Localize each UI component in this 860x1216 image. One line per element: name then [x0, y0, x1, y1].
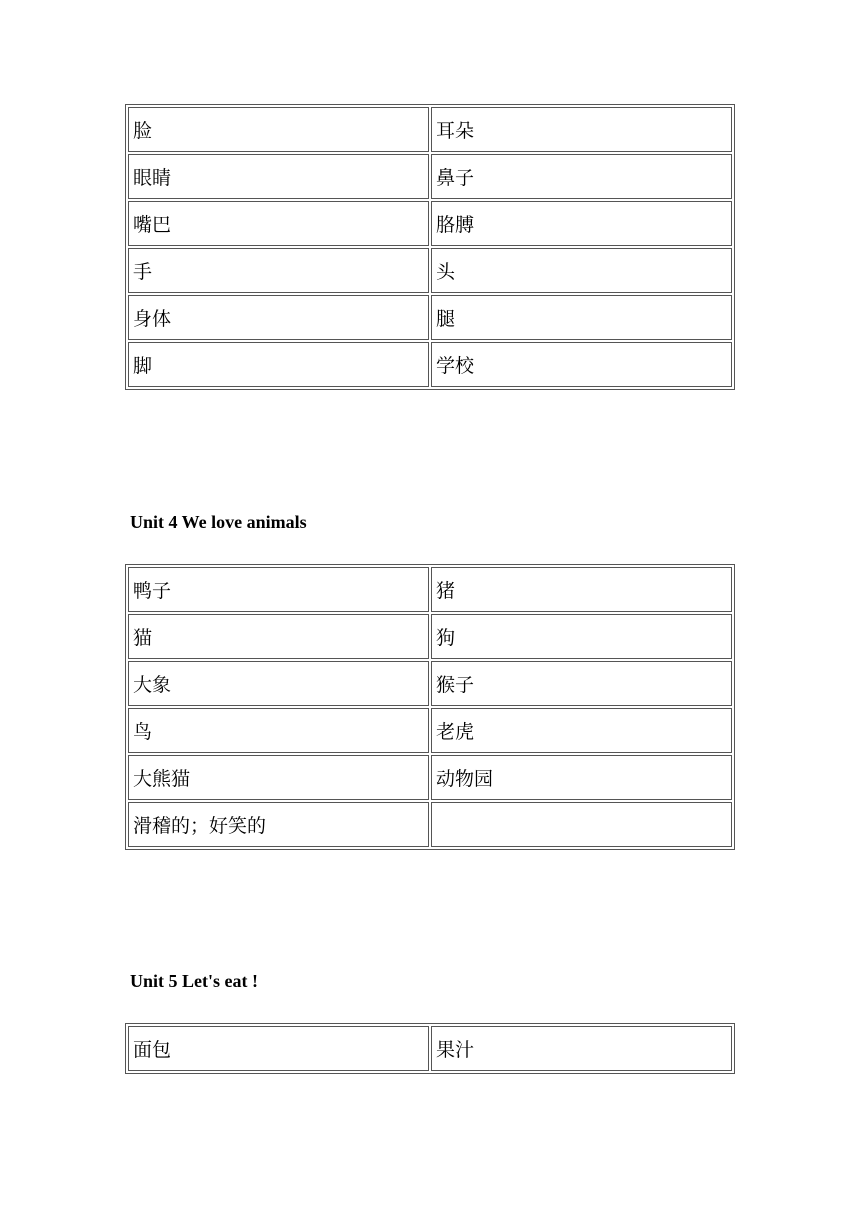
table-cell: 猪	[431, 567, 732, 612]
table-cell: 耳朵	[431, 107, 732, 152]
table-cell: 面包	[128, 1026, 429, 1071]
table-cell	[431, 802, 732, 847]
table-cell: 胳膊	[431, 201, 732, 246]
table-row	[128, 567, 732, 612]
table-row	[128, 295, 732, 340]
table-row	[128, 248, 732, 293]
table-cell: 手	[128, 248, 429, 293]
table-row	[128, 755, 732, 800]
table-cell: 滑稽的；好笑的	[128, 802, 429, 847]
table-cell: 鸟	[128, 708, 429, 753]
table-row	[128, 614, 732, 659]
vocab-table-food	[125, 1023, 735, 1074]
table-cell: 猴子	[431, 661, 732, 706]
table-row	[128, 708, 732, 753]
table-cell: 学校	[431, 342, 732, 387]
table-cell: 老虎	[431, 708, 732, 753]
unit-heading: Unit 4 We love animals	[130, 512, 307, 532]
table-cell: 鸭子	[128, 567, 429, 612]
table-cell: 身体	[128, 295, 429, 340]
table-cell: 鼻子	[431, 154, 732, 199]
vocab-table-body-parts	[125, 104, 735, 390]
table-cell: 大熊猫	[128, 755, 429, 800]
table-cell: 嘴巴	[128, 201, 429, 246]
table-cell: 头	[431, 248, 732, 293]
table-cell: 果汁	[431, 1026, 732, 1071]
table-cell: 猫	[128, 614, 429, 659]
table-cell: 动物园	[431, 755, 732, 800]
table-cell: 眼睛	[128, 154, 429, 199]
table-cell: 脸	[128, 107, 429, 152]
table-cell: 大象	[128, 661, 429, 706]
table-cell: 脚	[128, 342, 429, 387]
table-row	[128, 1026, 732, 1071]
table-cell: 腿	[431, 295, 732, 340]
vocab-table-animals	[125, 564, 735, 850]
table-row	[128, 201, 732, 246]
unit-heading: Unit 5 Let's eat !	[130, 971, 258, 991]
table-row	[128, 661, 732, 706]
table-cell: 狗	[431, 614, 732, 659]
table-row	[128, 107, 732, 152]
table-row	[128, 342, 732, 387]
table-row	[128, 802, 732, 847]
table-row	[128, 154, 732, 199]
